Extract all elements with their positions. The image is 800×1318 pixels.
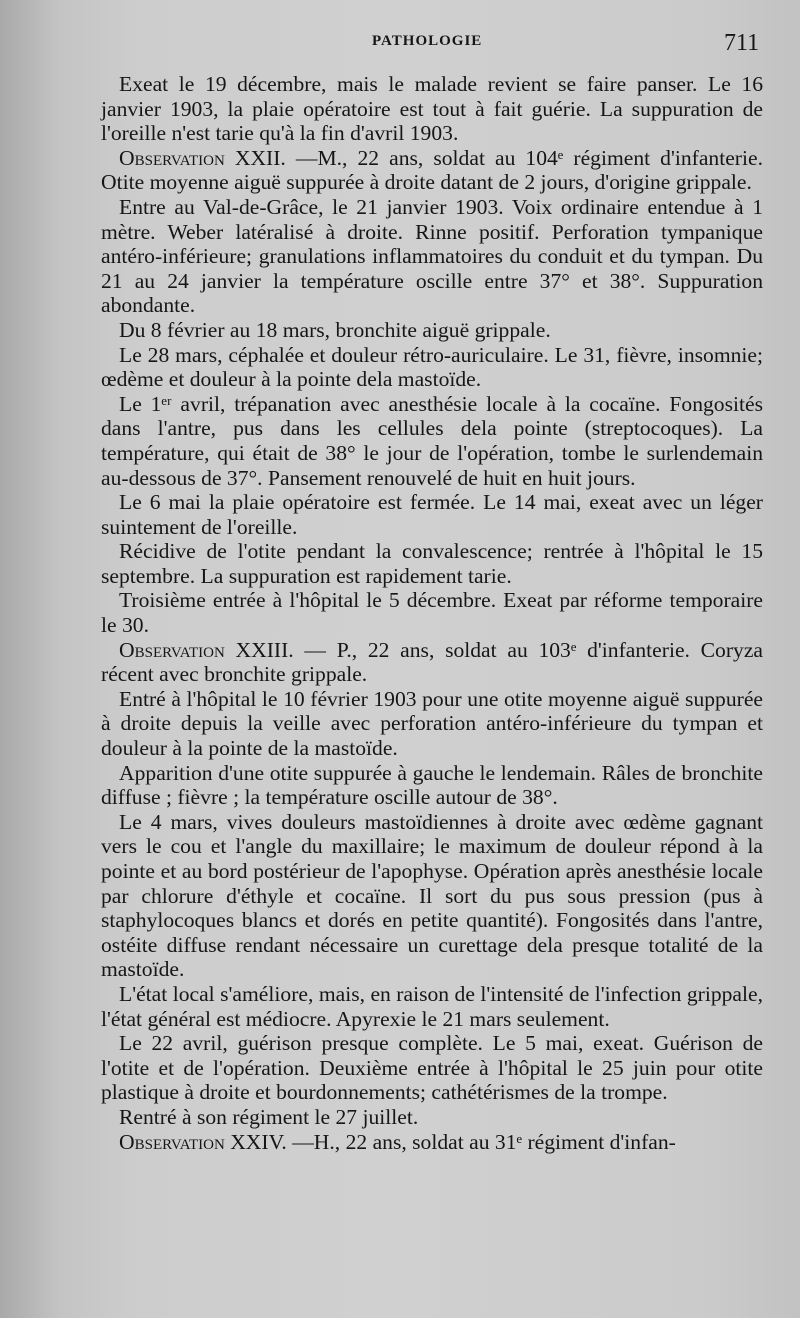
observation-heading: [101, 638, 763, 687]
paragraph: Récidive de l'otite pendant la convalescence; rentrée à l'hôpital le 15 septembre. La suppuration est rapidement tarie.: [101, 539, 763, 588]
paragraph: Le 6 mai la plaie opératoire est fermée. Le 14 mai, exeat avec un léger suintement de l'oreille.: [101, 490, 763, 539]
paragraph: Rentré à son régiment le 27 juillet.: [119, 1104, 419, 1129]
observation-text: —H., 22 ans, soldat au 31ᵉ régiment d'infan-: [286, 1129, 676, 1154]
page-header: [0, 30, 800, 60]
paragraph: L'état local s'améliore, mais, en raison de l'intensité de l'infection grippale, l'état général est médiocre. Apyrexie le 21 mars seulement.: [101, 981, 763, 1031]
paragraph: Le 4 mars, vives douleurs mastoïdiennes à droite avec œdème gagnant vers le cou et l'angle du maxillaire; le maximum de douleur répond à la pointe et au bord postérieur de l'apophyse. Opération après anesthésie locale par chlorure d'éthyle et cocaïne. Il sort du pus sous pression (pus à staphylocoques blancs et dorés en petite quantité). Fongosités dans l'antre, ostéite diffuse rendant nécessaire un curettage dela presque totalité de la mastoïde.: [101, 809, 763, 982]
page-number: 711: [724, 30, 760, 56]
paragraph: Du 8 février au 18 mars, bronchite aiguë grippale.: [119, 317, 551, 342]
observation-label: Observation XXIV.: [119, 1129, 287, 1154]
running-head: PATHOLOGIE: [372, 33, 483, 49]
paragraph: Entré à l'hôpital le 10 février 1903 pour une otite moyenne aiguë suppurée à droite depuis la veille avec perforation antéro-inférieure du tympan et douleur à la pointe de la mastoïde.: [101, 686, 763, 761]
paragraph: Entre au Val-de-Grâce, le 21 janvier 1903. Voix ordinaire entendue à 1 mètre. Weber latéralisé à droite. Rinne positif. Perforation tympanique antéro-inférieure; granulations inflammatoires du conduit et du tympan. Du 21 au 24 janvier la température oscille entre 37° et 38°. Suppuration abondante.: [101, 194, 763, 318]
observation-heading: [101, 1130, 763, 1155]
observation-label: Observation XXII.: [119, 145, 286, 170]
paragraph: Exeat le 19 décembre, mais le malade revient se faire panser. Le 16 janvier 1903, la plaie opératoire est tout à fait guérie. La suppuration de l'oreille n'est tarie qu'à la fin d'avril 1903.: [101, 72, 763, 146]
paragraph: Le 1ᵉʳ avril, trépanation avec anesthésie locale à la cocaïne. Fongosités dans l'antre, pus dans les cellules dela pointe (streptocoques). La température, qui était de 38° le jour de l'opération, tombe le surlendemain au-dessous de 37°. Pansement renouvelé de huit en huit jours.: [101, 391, 763, 490]
observation-heading: [101, 146, 763, 195]
body-text: [101, 72, 763, 1154]
paragraph: Le 28 mars, céphalée et douleur rétro-auriculaire. Le 31, fièvre, insomnie; œdème et douleur à la pointe dela mastoïde.: [101, 342, 763, 392]
observation-text: — P., 22 ans, soldat au 103ᵉ d'infanterie. Coryza récent avec bronchite grippale.: [101, 637, 763, 687]
paragraph: Le 22 avril, guérison presque complète. Le 5 mai, exeat. Guérison de l'otite et de l'opération. Deuxième entrée à l'hôpital le 25 juin pour otite plastique à droite et bourdonnements; cathétérismes de la trompe.: [101, 1031, 763, 1105]
paragraph: Troisième entrée à l'hôpital le 5 décembre. Exeat par réforme temporaire le 30.: [101, 588, 763, 638]
observation-text: —M., 22 ans, soldat au 104ᵉ régiment d'infanterie. Otite moyenne aiguë suppurée à droite datant de 2 jours, d'origine grippale.: [101, 145, 763, 195]
observation-label: Observation XXIII.: [119, 637, 294, 662]
paragraph: Apparition d'une otite suppurée à gauche le lendemain. Râles de bronchite diffuse ; fièvre ; la température oscille autour de 38°.: [101, 760, 763, 810]
